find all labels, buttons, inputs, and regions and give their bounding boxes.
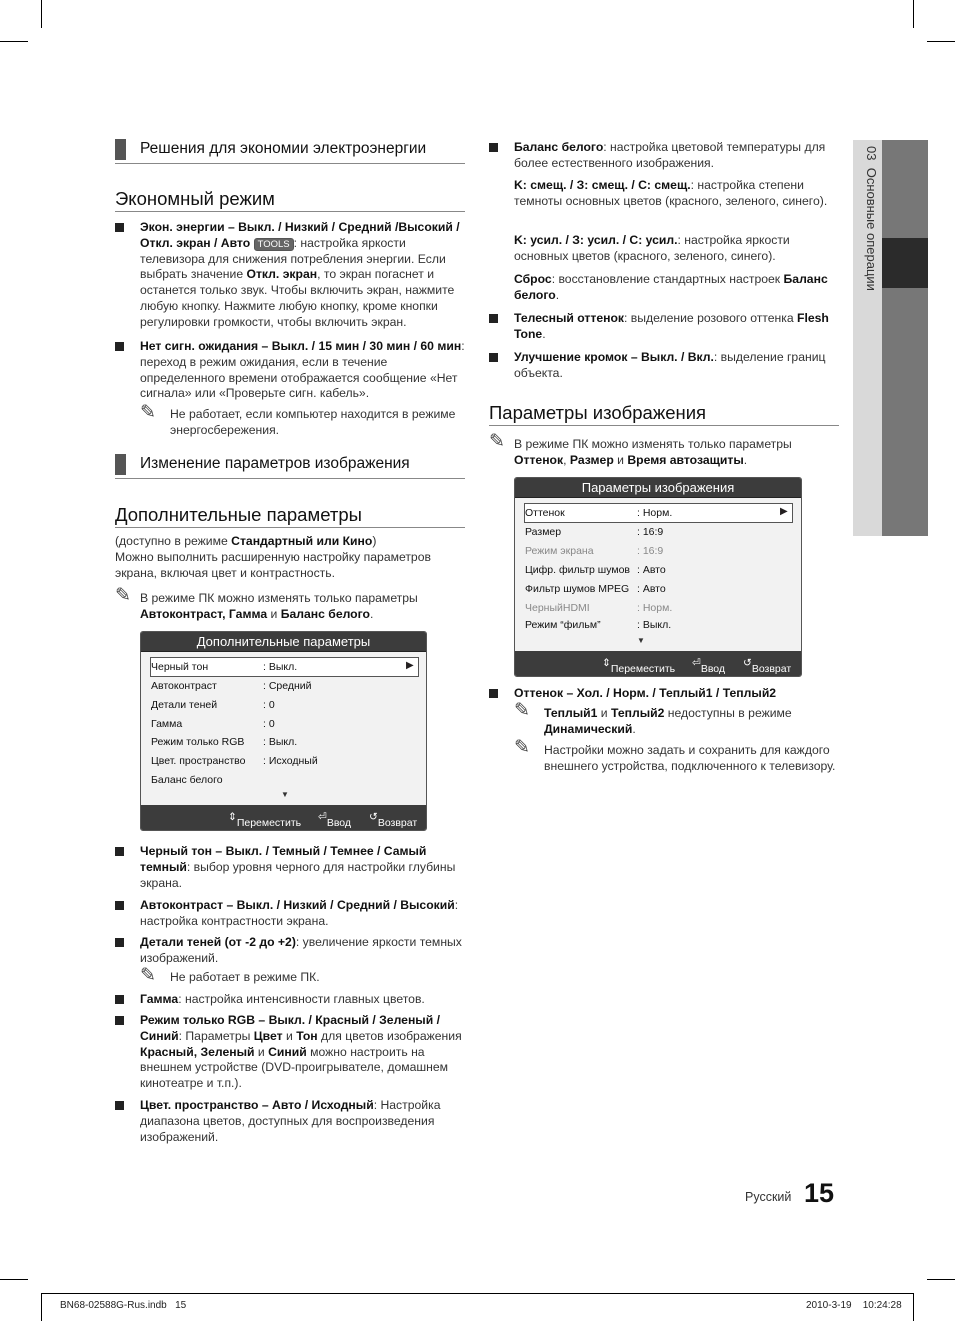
osd-row-disabled: ЧерныйHDMI : Норм.	[525, 602, 673, 614]
crop-mark	[927, 1279, 955, 1280]
bullet	[115, 342, 124, 351]
tone-note-2: Настройки можно задать и сохранить для каждого внешнего устройства, подключенного к телевизору.	[544, 743, 836, 773]
osd-row[interactable]: Оттенок : Норм.	[525, 507, 673, 519]
tone-note-1: Теплый1 и Теплый2 недоступны в режиме Динамический.	[544, 706, 792, 736]
bullet	[115, 995, 124, 1004]
osd-title: Дополнительные параметры	[141, 632, 426, 652]
osd-row[interactable]: Баланс белого	[151, 774, 223, 786]
bullet	[115, 938, 124, 947]
chapter-title: Основные операции	[864, 167, 879, 291]
osd-row[interactable]: Цифр. фильтр шумов : Авто	[525, 564, 666, 576]
enter-hint: ⏎ Ввод	[318, 811, 352, 829]
adv-item: Черный тон – Выкл. / Темный / Темнее / Самый темный: выбор уровня черного для настройки глубины экрана.	[140, 844, 456, 890]
bullet	[489, 353, 498, 362]
bullet	[115, 1101, 124, 1110]
crop-mark	[913, 1293, 914, 1321]
osd-row[interactable]: Гамма : 0	[151, 718, 275, 730]
edge-item: Улучшение кромок – Выкл. / Вкл.: выделение границ объекта.	[514, 350, 826, 380]
move-hint: ⇕ Переместить	[602, 657, 676, 675]
bullet	[115, 223, 124, 232]
divider	[489, 425, 839, 426]
white-balance-item: Баланс белого: настройка цветовой температуры для более естественного изображения.	[514, 140, 826, 170]
osd-row-disabled: Режим экрана : 16:9	[525, 545, 664, 557]
note-icon: ✎	[140, 402, 156, 423]
osd-row[interactable]: Размер : 16:9	[525, 526, 664, 538]
osd-row[interactable]: Режим “фильм” : Выкл.	[525, 619, 672, 631]
osd-picture-options	[514, 477, 802, 677]
arrow-right-icon: ▶	[406, 660, 414, 671]
divider	[115, 527, 465, 528]
eco-item-no-signal: Нет сигн. ожидания – Выкл. / 15 мин / 30 мин / 60 мин: переход в режим ожидания, если в течение определенного времени отображается сообщение «Нет сигнала» или «Проверьте сигн. кабель».	[140, 339, 465, 401]
return-hint: ↺ Возврат	[369, 811, 418, 829]
crop-mark	[927, 41, 955, 42]
note-icon: ✎	[514, 700, 530, 721]
section-heading-picture: Изменение параметров изображения	[115, 454, 465, 480]
osd-footer	[515, 651, 801, 676]
bullet	[115, 901, 124, 910]
eco-item-energy: Экон. энергии – Выкл. / Низкий / Средний /Высокий / Откл. экран / Авто TOOLS : настройка яркости телевизора для снижения потребления энергии. Если выбрать значение Откл. экран, то экран погаснет и останется только звук. Чтобы включить экран, нажмите любую кнопку. Нажмите любую кнопку, кроме кнопки регулировки громкости, чтобы включить экран.	[140, 220, 460, 329]
note-icon: ✎	[115, 585, 131, 606]
arrow-right-icon: ▶	[780, 506, 788, 517]
offset-text: K: смещ. / З: смещ. / С: смещ.: настройка степени темноты основных цветов (красного, зеленого, синего).	[514, 178, 828, 208]
adv-item: Режим только RGB – Выкл. / Красный / Зеленый / Синий: Параметры Цвет и Тон для цветов изображения Красный, Зеленый и Синий можно настроить на внешнем устройстве (DVD-проигрывателе, домашнем кинотеатре и т.п.).	[140, 1013, 462, 1091]
arrow-down-icon: ▼	[637, 636, 645, 645]
return-hint: ↺ Возврат	[743, 657, 792, 675]
osd-title: Параметры изображения	[515, 478, 801, 498]
bullet	[489, 314, 498, 323]
crop-mark	[41, 0, 42, 28]
reset-text: Сброс: восстановление стандартных настроек Баланс белого.	[514, 272, 828, 302]
print-date: 2010-3-19 10:24:28	[806, 1300, 902, 1311]
page-language: Русский	[745, 1190, 792, 1204]
chapter-number: 03	[864, 146, 879, 161]
osd-advanced-settings	[140, 631, 427, 831]
heading-eco-mode: Экономный режим	[115, 188, 275, 209]
arrow-down-icon: ▼	[281, 790, 289, 799]
gain-text: K: усил. / З: усил. / С: усил.: настройка яркости основных цветов (красного, зеленого, синего).	[514, 233, 790, 263]
osd-row[interactable]: Черный тон : Выкл.	[151, 661, 298, 673]
move-hint: ⇕ Переместить	[228, 811, 302, 829]
enter-hint: ⏎ Ввод	[692, 657, 726, 675]
footer-rule	[41, 1293, 914, 1294]
crop-mark	[913, 0, 914, 28]
flesh-tone-item: Телесный оттенок: выделение розового оттенка Flesh Tone.	[514, 311, 829, 341]
bullet	[115, 1016, 124, 1025]
osd-row[interactable]: Фильтр шумов MPEG : Авто	[525, 583, 666, 595]
note-icon: ✎	[514, 737, 530, 758]
crop-mark	[0, 41, 28, 42]
osd-row[interactable]: Детали теней : 0	[151, 699, 275, 711]
section-heading-energy: Решения для экономии электроэнергии	[115, 139, 465, 165]
osd-row[interactable]: Режим только RGB : Выкл.	[151, 736, 298, 748]
heading-advanced: Дополнительные параметры	[115, 504, 362, 525]
divider	[115, 211, 465, 212]
page-number: 15	[804, 1178, 835, 1208]
side-tab-dark	[882, 140, 928, 536]
file-name: BN68-02588G-Rus.indb 15	[60, 1300, 187, 1311]
crop-mark	[41, 1293, 42, 1321]
tools-icon: TOOLS	[254, 238, 294, 251]
osd-row[interactable]: Автоконтраст : Средний	[151, 680, 312, 692]
heading-picture-options: Параметры изображения	[489, 402, 707, 423]
side-tab-label	[857, 146, 879, 346]
bullet	[489, 689, 498, 698]
osd-row[interactable]: Цвет. пространство : Исходный	[151, 755, 318, 767]
adv-item: Цвет. пространство – Авто / Исходный: Настройка диапазона цветов, доступных для воспроизведения изображений.	[140, 1098, 441, 1144]
note-icon: ✎	[140, 965, 156, 986]
osd-footer	[141, 805, 426, 830]
picture-note: В режиме ПК можно изменять только параметры Оттенок, Размер и Время автозащиты.	[514, 437, 792, 467]
eco-note: Не работает, если компьютер находится в режиме энергосбережения.	[170, 407, 456, 437]
advanced-note: В режиме ПК можно изменять только параметры Автоконтраст, Гамма и Баланс белого.	[140, 591, 418, 621]
crop-mark	[0, 1279, 28, 1280]
advanced-intro: (доступно в режиме Стандартный или Кино) Можно выполнить расширенную настройку параметров экрана, включая цвет и контрастность.	[115, 534, 431, 580]
adv-item: Автоконтраст – Выкл. / Низкий / Средний / Высокий: настройка контрастности экрана.	[140, 898, 459, 928]
bullet	[489, 143, 498, 152]
tone-item: Оттенок – Хол. / Норм. / Теплый1 / Теплый2	[514, 686, 777, 700]
bullet	[115, 847, 124, 856]
adv-item: Детали теней (от -2 до +2): увеличение яркости темных изображений.	[140, 935, 462, 965]
note-icon: ✎	[489, 431, 505, 452]
side-tab-marker	[882, 238, 928, 288]
adv-note: Не работает в режиме ПК.	[170, 970, 320, 984]
adv-item: Гамма: настройка интенсивности главных цветов.	[140, 992, 425, 1006]
